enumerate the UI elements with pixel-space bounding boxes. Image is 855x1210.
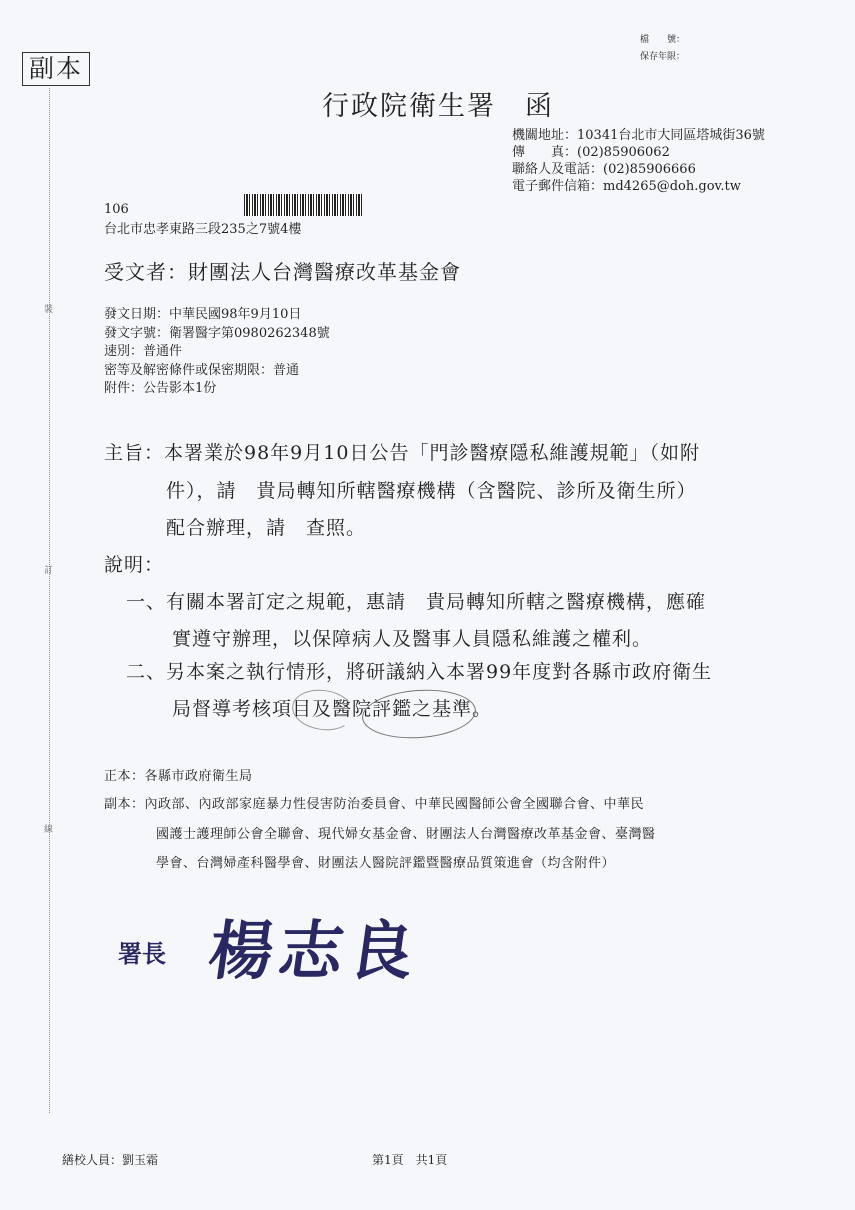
issue-date: 發文日期：中華民國98年9月10日 (104, 307, 302, 322)
binding-mark-zhuang: 裝 (44, 305, 54, 315)
signatory-title: 署長 (118, 939, 166, 968)
explanation-heading: 說明： (104, 554, 165, 576)
postal-barcode (244, 194, 362, 216)
mailing-address: 台北市忠孝東路三段235之7號4樓 (104, 222, 302, 237)
signatory-name-stamp: 楊志良 (203, 914, 425, 989)
subject-line-3: 配合辦理，請 查照。 (166, 517, 367, 539)
copy-recipients-line-1: 副本：內政部、內政部家庭暴力性侵害防治委員會、中華民國醫師公會全國聯合會、中華民 (104, 797, 645, 812)
explanation-item-2-line-1: 二、另本案之執行情形，將研議納入本署99年度對各縣市政府衛生 (126, 661, 713, 683)
binding-line (49, 88, 50, 1113)
archive-info (640, 32, 685, 66)
binding-mark-xian: 線 (44, 825, 54, 835)
postcode: 106 (104, 202, 129, 217)
document-title: 行政院衛生署 函 (322, 91, 554, 122)
copy-stamp: 副本 (22, 52, 90, 86)
copy-recipients-line-3: 學會、台灣婦產科醫學會、財團法人醫院評鑑暨醫療品質策進會（均含附件） (156, 856, 616, 871)
copy-recipients-line-2: 國護士護理師公會全聯會、現代婦女基金會、財團法人台灣醫療改革基金會、臺灣醫 (156, 827, 656, 842)
archive-retention: 保存年限： (640, 52, 686, 62)
proofreader: 繕校人員：劉玉霜 (62, 1153, 159, 1167)
attachment: 附件：公告影本1份 (104, 381, 217, 396)
explanation-item-1-line-1: 一、有關本署訂定之規範，惠請 貴局轉知所轄之醫療機構，應確 (126, 591, 707, 613)
explanation-item-2-line-2: 局督導考核項目及醫院評鑑之基準。 (172, 698, 493, 720)
document-meta (104, 306, 330, 399)
secrecy-level: 密等及解密條件或保密期限：普通 (104, 362, 300, 378)
contact-email: 電子郵件信箱：md4265@doh.gov.tw (512, 179, 741, 194)
subject-line-1: 主旨：本署業於98年9月10日公告「門診醫療隱私維護規範」（如附 (104, 442, 700, 464)
contact-address: 機關地址：10341台北市大同區塔城街36號 (512, 128, 765, 143)
contact-fax: 傳 真：(02)85906062 (512, 145, 670, 160)
original-recipients: 正本：各縣市政府衛生局 (104, 769, 253, 784)
contact-phone: 聯絡人及電話：(02)85906666 (512, 162, 696, 177)
contact-block (512, 127, 765, 195)
delivery-speed: 速別：普通件 (104, 344, 183, 359)
explanation-item-1-line-2: 實遵守辦理，以保障病人及醫事人員隱私維護之權利。 (172, 628, 653, 650)
reference-number: 發文字號：衛署醫字第0980262348號 (104, 325, 330, 341)
archive-doc-no: 檔 號： (640, 35, 686, 45)
binding-mark-ding: 訂 (44, 566, 54, 576)
page-number: 第1頁 共1頁 (372, 1153, 448, 1167)
recipient: 受文者：財團法人台灣醫療改革基金會 (104, 260, 461, 284)
subject-line-2: 件），請 貴局轉知所轄醫療機構（含醫院、診所及衛生所） (166, 480, 697, 502)
